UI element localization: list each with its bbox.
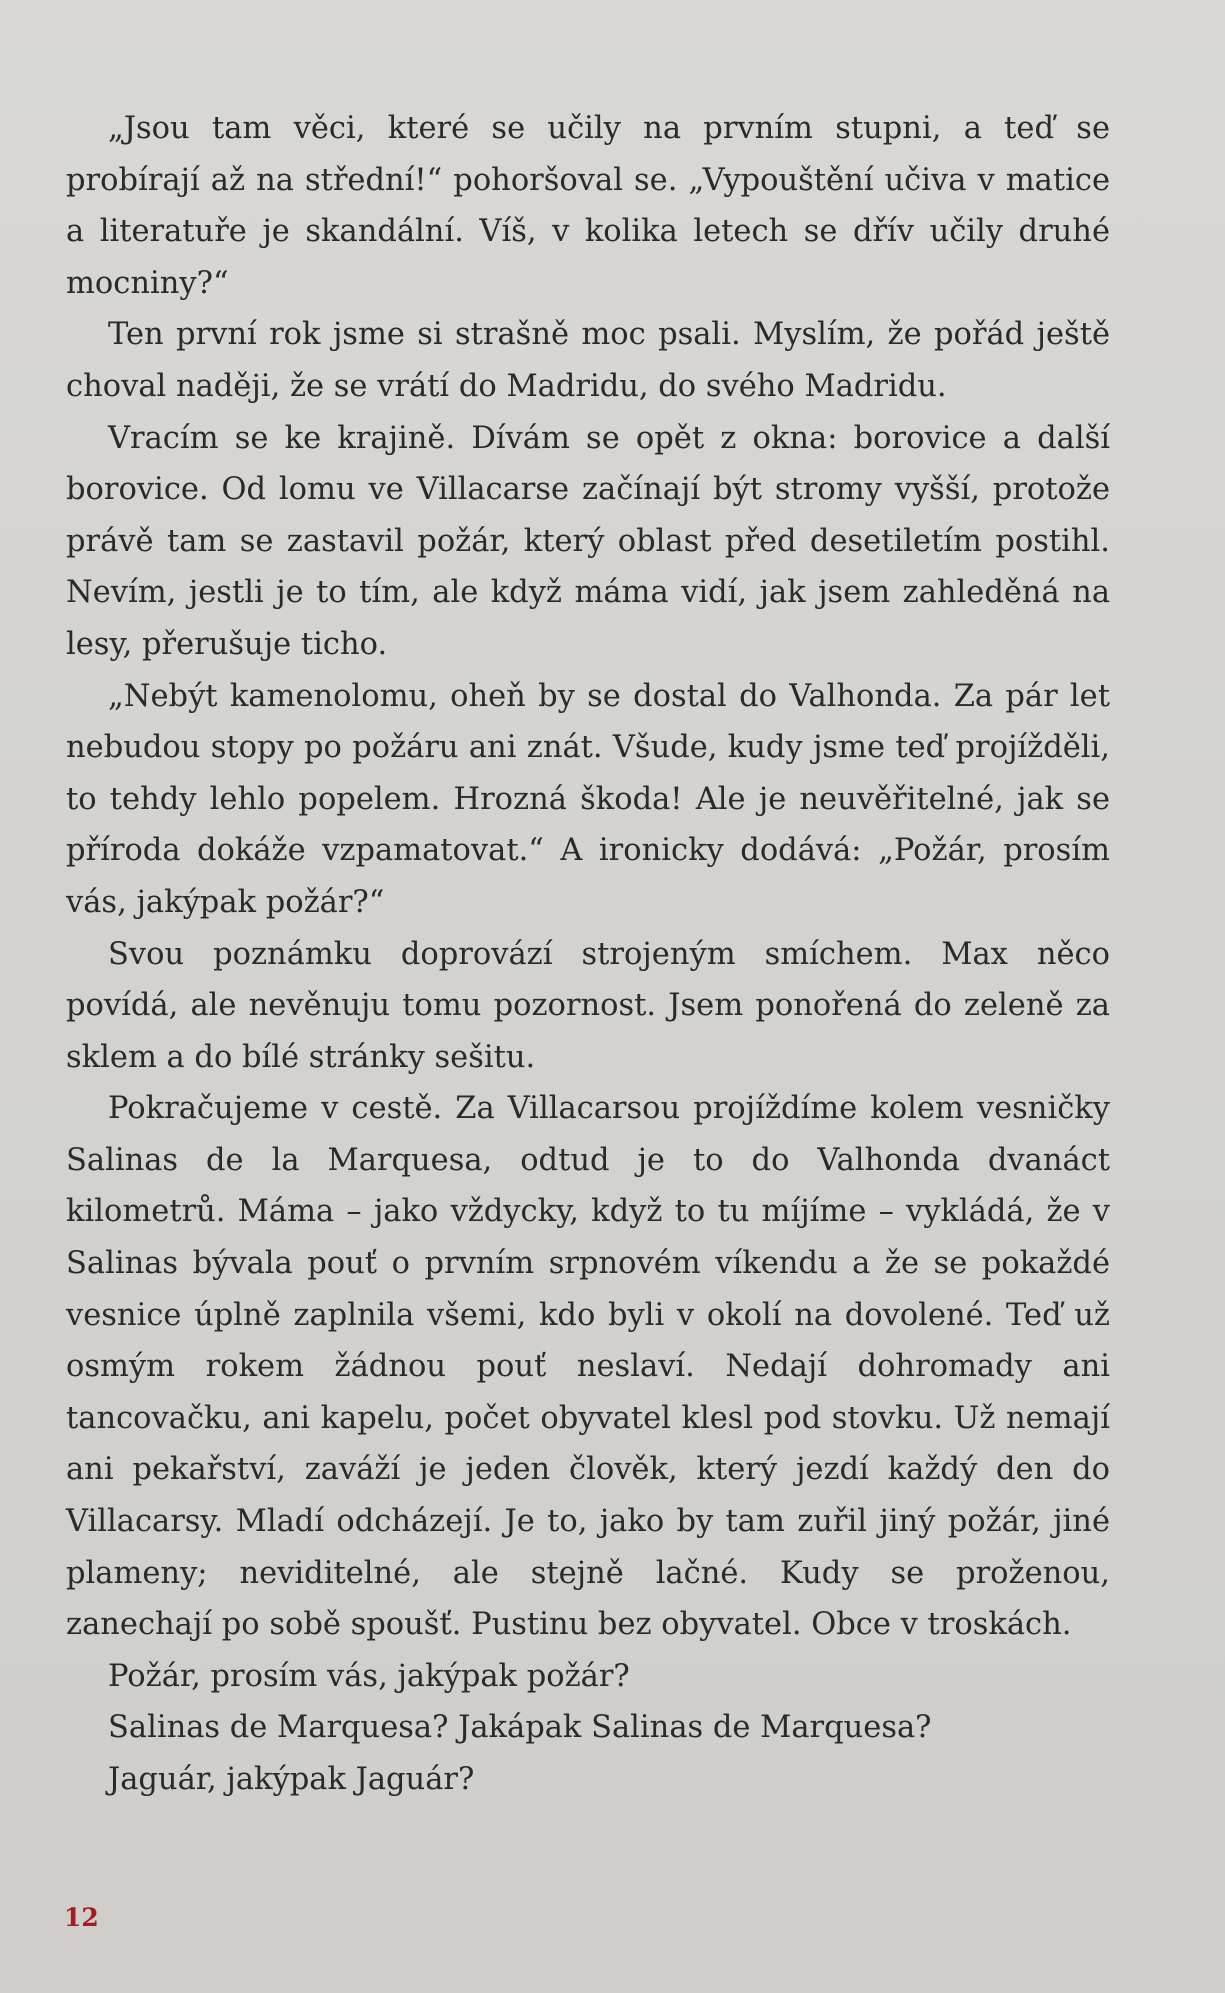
paragraph: „Jsou tam věci, které se učily na prvním stupni, a teď se probírají až na střední!“ pohoršoval se. „Vypouštění učiva v matice a literatuře je skandální. Víš, v kolika letech se dřív učily druhé mocniny?“ <box>66 111 1110 301</box>
paragraph: Vracím se ke krajině. Dívám se opět z okna: borovice a další borovice. Od lomu ve Villacarse začínají být stromy vyšší, protože právě tam se zastavil požár, který oblast před desetiletím postihl. Nevím, jestli je to tím, ale když máma vidí, jak jsem zahleděná na lesy, přerušuje ticho. <box>66 420 1110 662</box>
paragraph: Pokračujeme v cestě. Za Villacarsou projíždíme kolem vesničky Salinas de la Marquesa, odtud je to do Valhonda dvanáct kilometrů. Máma – jako vždycky, když to tu míjíme – vykládá, že v Salinas bývala pouť o prvním srpnovém víkendu a že se pokaždé vesnice úplně zaplnila všemi, kdo byli v okolí na dovolené. Teď už osmým rokem žádnou pouť neslaví. Nedají dohromady ani tancovačku, ani kapelu, počet obyvatel klesl pod stovku. Už nemají ani pekařství, zaváží je jeden člověk, který jezdí každý den do Villacarsy. Mladí odcházejí. Je to, jako by tam zuřil jiný požár, jiné plameny; neviditelné, ale stejně lačné. Kudy se proženou, zanechají po sobě spoušť. Pustinu bez obyvatel. Obce v troskách. <box>66 1091 1110 1643</box>
paragraph: Svou poznámku doprovází strojeným smíchem. Max něco povídá, ale nevěnuju tomu pozornost. Jsem ponořená do zeleně za sklem a do bílé stránky sešitu. <box>66 936 1110 1075</box>
paragraph: Ten první rok jsme si strašně moc psali. Myslím, že pořád ještě choval naději, že se vrátí do Madridu, do svého Madridu. <box>66 317 1110 404</box>
body-text <box>66 103 1110 1806</box>
page-number: 12 <box>64 1903 99 1932</box>
paragraph: Salinas de Marquesa? Jakápak Salinas de Marquesa? <box>108 1710 932 1746</box>
paragraph: „Nebýt kamenolomu, oheň by se dostal do Valhonda. Za pár let nebudou stopy po požáru ani znát. Všude, kudy jsme teď projížděli, to tehdy lehlo popelem. Hrozná škoda! Ale je neuvěřitelné, jak se příroda dokáže vzpamatovat.“ A ironicky dodává: „Požár, prosím vás, jakýpak požár?“ <box>66 678 1110 920</box>
paragraph: Jaguár, jakýpak Jaguár? <box>108 1762 475 1797</box>
paragraph: Požár, prosím vás, jakýpak požár? <box>108 1658 630 1694</box>
